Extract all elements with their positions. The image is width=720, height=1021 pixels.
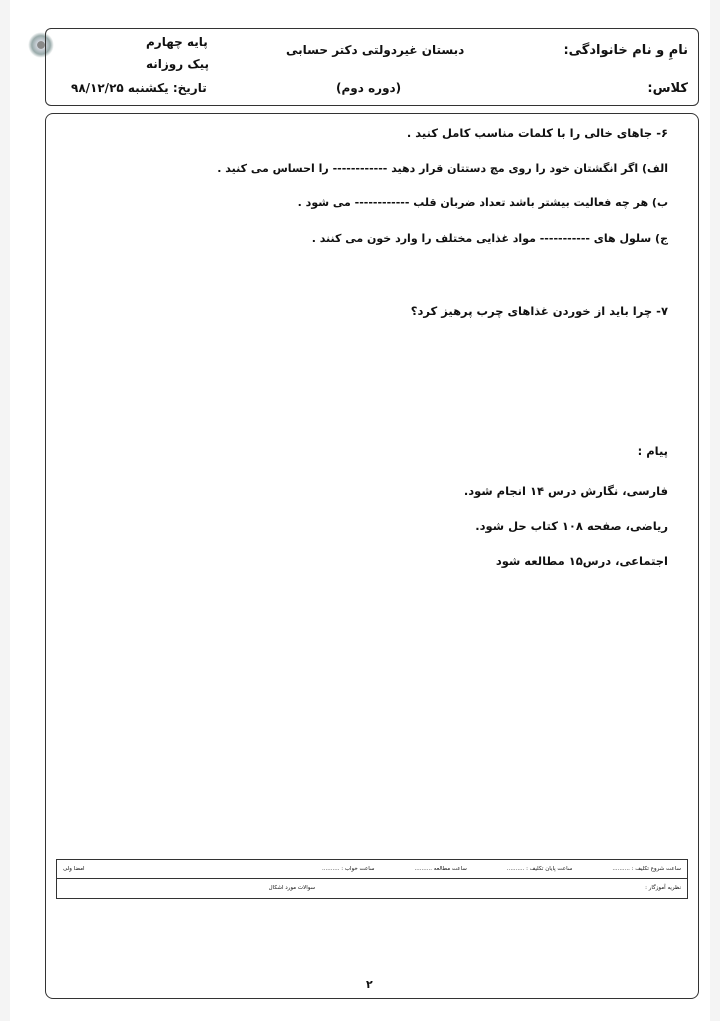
period: (دوره دوم) [336, 81, 402, 95]
assignment-type: پیک روزانه [146, 57, 210, 71]
message-title: پیام : [637, 444, 668, 458]
question-6a: الف) اگر انگشتان خود را روی مچ دستتان قرار دهید ------------ را احساس می کنید . [217, 162, 668, 175]
question-6b: ب) هر چه فعالیت بیشتر باشد تعداد ضربان قلب ------------ می شود . [297, 196, 668, 209]
study-time: ساعت مطالعه .......... [414, 866, 467, 872]
header-box [45, 28, 699, 106]
content-box [45, 113, 699, 999]
question-6c: ج) سلول های ----------- مواد غذایی مختلف را وارد خون می کنند . [311, 232, 668, 245]
problem-questions: سوالات مورد اشکال [268, 885, 316, 891]
class-label: کلاس: [647, 81, 688, 96]
end-time: ساعت پایان تکلیف : .......... [506, 866, 573, 872]
document-page [10, 0, 710, 1021]
date: تاریخ: یکشنبه ۹۸/۱۲/۲۵ [71, 81, 207, 95]
message-item: فارسی، نگارش درس ۱۴ انجام شود. [463, 484, 668, 498]
question-6: ۶- جاهای خالی را با کلمات مناسب کامل کنید . [406, 126, 668, 140]
message-item: اجتماعی، درس۱۵ مطالعه شود [495, 554, 668, 568]
grade: پایه چهارم [146, 35, 208, 49]
teacher-comment: نظریه آموزگار : [645, 885, 681, 891]
footer-table [56, 859, 688, 899]
school-name: دبستان غیردولتی دکتر حسابی [286, 43, 465, 57]
message-item: ریاضی، صفحه ۱۰۸ کتاب حل شود. [475, 519, 668, 533]
question-7: ۷- چرا باید از خوردن غذاهای چرب پرهیز کرد؟ [410, 304, 668, 318]
sleep-time: ساعت خواب : .......... [322, 866, 375, 872]
start-time: ساعت شروع تکلیف : .......... [612, 866, 681, 872]
name-label: نامِ و نام خانوادگی: [563, 43, 688, 58]
parent-signature: امضا ولی [63, 866, 85, 872]
page-number: ۲ [366, 978, 373, 991]
